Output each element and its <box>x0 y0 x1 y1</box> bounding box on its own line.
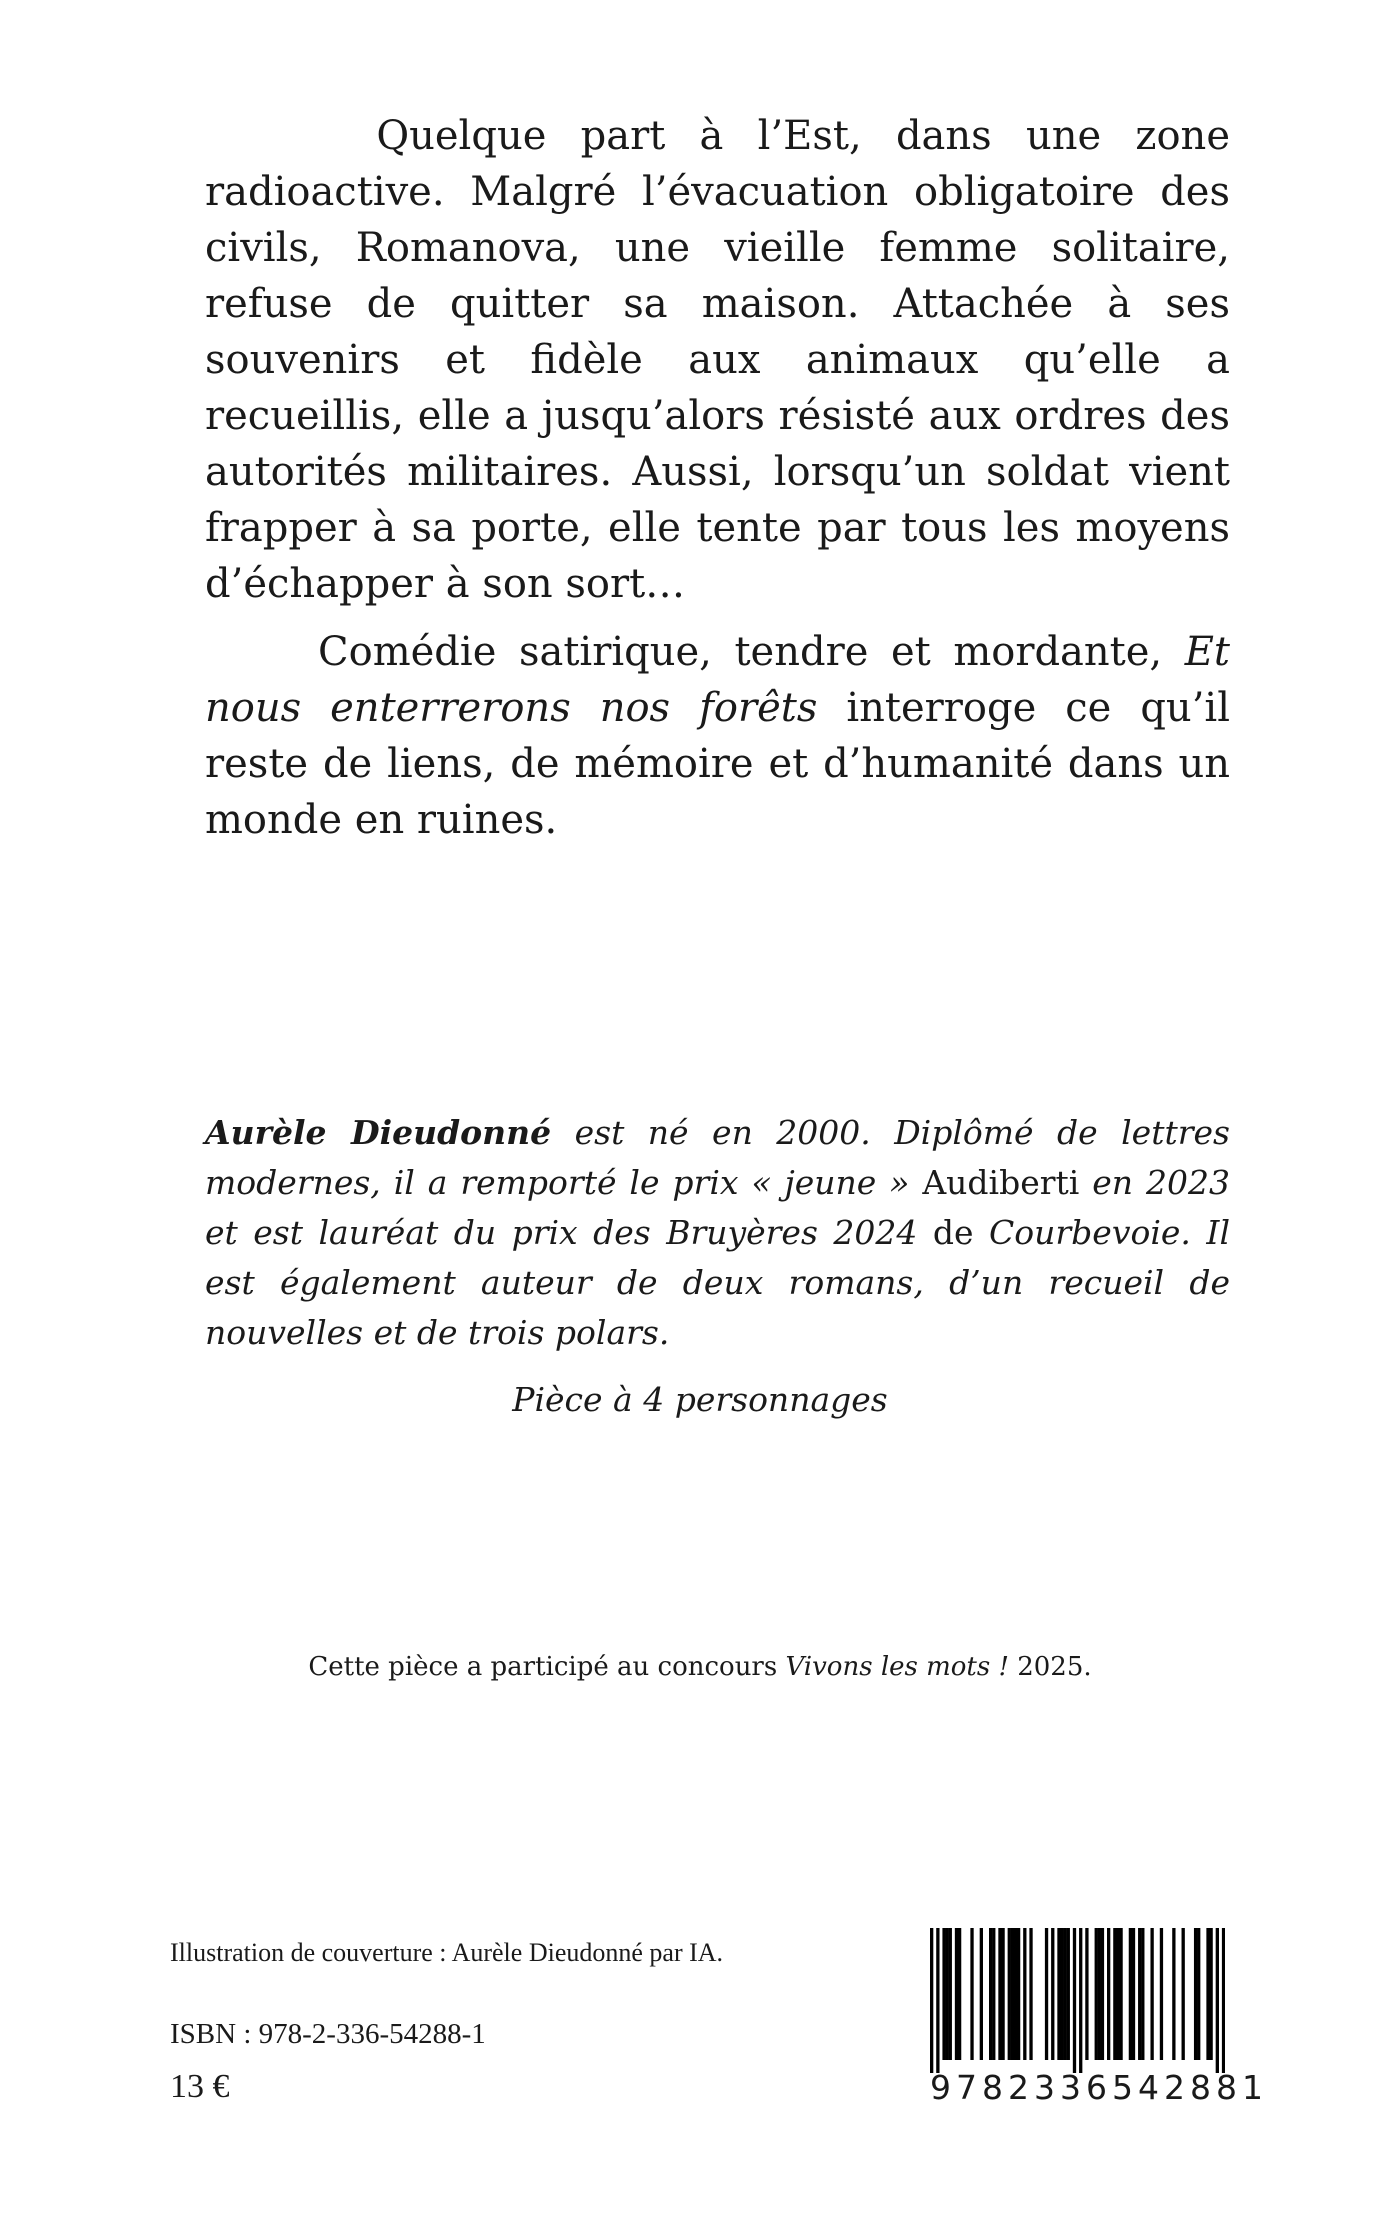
barcode-bar <box>1182 1928 1185 2060</box>
barcode-bar <box>970 1928 973 2060</box>
barcode-bar <box>1160 1928 1163 2060</box>
barcode-bar <box>1017 1928 1020 2060</box>
barcode-digits: 9782336542881 <box>930 2068 1268 2107</box>
barcode-bar <box>1051 1928 1054 2060</box>
barcode-bar <box>1067 1928 1070 2060</box>
barcode-bar <box>936 1928 939 2073</box>
barcode-bar <box>1064 1928 1067 2060</box>
bio-upright-word: de <box>932 1213 974 1252</box>
contest-before: Cette pièce a participé au concours <box>308 1652 778 1682</box>
barcode-bar <box>946 1928 949 2060</box>
barcode-bar <box>1023 1928 1026 2060</box>
barcode-bar <box>955 1928 958 2060</box>
contest-after: 2025. <box>1017 1652 1092 1682</box>
barcode-bar <box>1060 1928 1063 2060</box>
author-name: Aurèle Dieudonné <box>205 1113 552 1152</box>
author-bio <box>205 1108 1230 1358</box>
play-title: Et nous enterrerons nos forêts <box>205 629 1231 731</box>
barcode-bar <box>1209 1928 1212 2060</box>
barcode-bar <box>980 1928 983 2060</box>
barcode-bar <box>1079 1928 1082 2073</box>
barcode-bar <box>1197 1928 1200 2060</box>
price: 13 € <box>170 2068 230 2105</box>
barcode-bar <box>1001 1928 1004 2060</box>
blurb-paragraph-1 <box>205 108 1230 612</box>
barcode-bar <box>1113 1928 1116 2060</box>
barcode-bar <box>1085 1928 1088 2060</box>
barcode-bar <box>1029 1928 1032 2060</box>
barcode-bar <box>989 1928 992 2060</box>
barcode-bar <box>1150 1928 1153 2060</box>
bio-text-1: est né en 2000. Diplômé de lettres modernes, il a remporté le prix « jeune » <box>205 1113 1230 1202</box>
contest-title: Vivons les mots ! <box>785 1652 1009 1682</box>
barcode-bar <box>1098 1928 1101 2060</box>
barcode-bar <box>1206 1928 1209 2060</box>
barcode-bar <box>1119 1928 1122 2060</box>
bio-text-3: Courbevoie. Il est également auteur de deux romans, d’un recueil de nouvelles et de trois polars. <box>205 1213 1230 1352</box>
cover-credit: Illustration de couverture : Aurèle Dieudonné par IA. <box>170 1938 724 1967</box>
barcode-bar <box>1107 1928 1110 2060</box>
barcode-bar <box>1129 1928 1132 2060</box>
blurb-paragraph-2-after: interroge ce qu’il reste de liens, de mémoire et d’humanité dans un monde en ruines. <box>205 685 1230 843</box>
barcode-bar <box>1073 1928 1076 2073</box>
barcode-bar <box>1014 1928 1017 2060</box>
barcode-bar <box>1011 1928 1014 2060</box>
barcode-bar <box>1008 1928 1011 2060</box>
barcode-bar <box>1141 1928 1144 2060</box>
blurb-paragraph-1-text: Quelque part à l’Est, dans une zone radioactive. Malgré l’évacuation obligatoire des civils, Romanova, une vieille femme solitaire, refuse de quitter sa maison. Attachée à ses souvenirs et fidèle aux animaux qu’elle a recueillis, elle a jusqu’alors résisté aux ordres des autorités militaires. Aussi, lorsqu’un soldat vient frapper à sa porte, elle tente par tous les moyens d’échapper à son sort… <box>205 113 1230 607</box>
blurb-paragraph-2 <box>205 624 1230 848</box>
barcode-bar <box>998 1928 1001 2060</box>
barcode-bar <box>1216 1928 1219 2073</box>
blurb-paragraph-2-before: Comédie satirique, tendre et mordante, <box>318 629 1163 675</box>
barcode-bar <box>1138 1928 1141 2060</box>
isbn: ISBN : 978-2-336-54288-1 <box>170 2018 486 2050</box>
barcode <box>930 1928 1268 2108</box>
cast-count: Pièce à 4 personnages <box>512 1380 888 1419</box>
barcode-bar <box>949 1928 952 2060</box>
barcode-bar <box>1045 1928 1048 2060</box>
contest-note <box>0 1652 1400 1682</box>
barcode-bar <box>1194 1928 1197 2060</box>
barcode-bar <box>1095 1928 1098 2060</box>
barcode-bar <box>1172 1928 1175 2060</box>
barcode-bar <box>958 1928 961 2060</box>
barcode-bar <box>1116 1928 1119 2060</box>
bio-prize: Audiberti <box>922 1163 1080 1202</box>
barcode-bar <box>1222 1928 1225 2073</box>
barcode-bar <box>930 1928 933 2073</box>
barcode-bar <box>1132 1928 1135 2060</box>
barcode-bar <box>942 1928 945 2060</box>
barcode-bar <box>992 1928 995 2060</box>
barcode-bars <box>930 1928 1225 2073</box>
back-cover-blurb <box>205 108 1230 848</box>
bio-text-2: en 2023 et est lauréat du prix des Bruyères 2024 <box>205 1163 1230 1252</box>
barcode-bar <box>1101 1928 1104 2060</box>
barcode-bar <box>1057 1928 1060 2060</box>
